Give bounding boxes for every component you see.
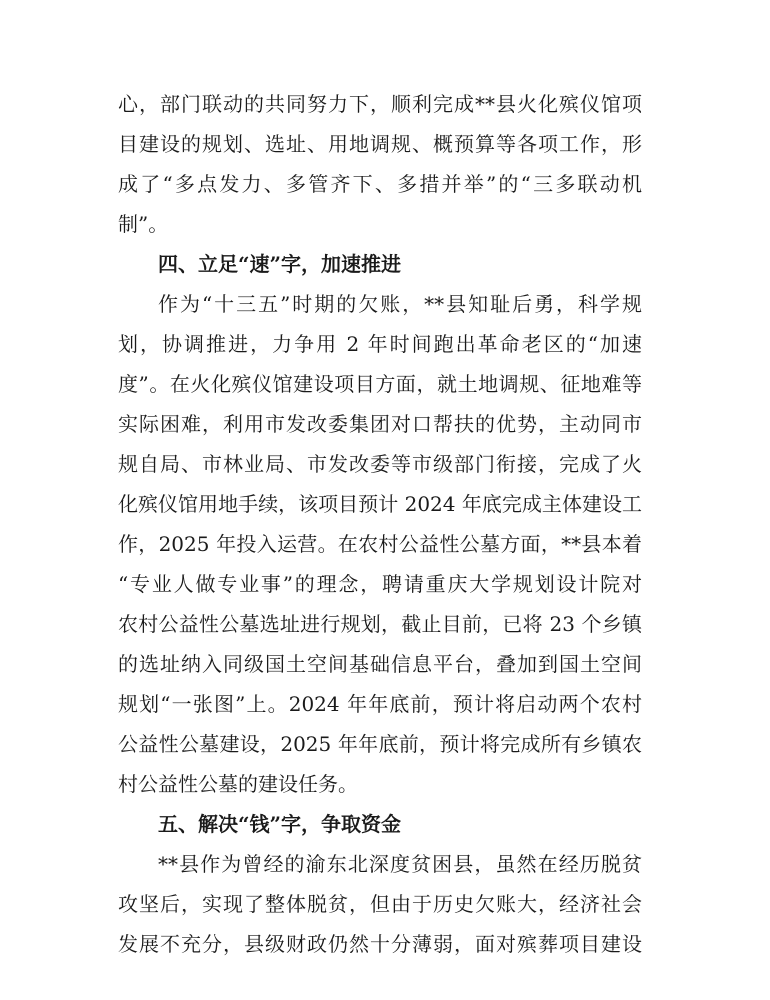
paragraph-line: 成了“多点发力、多管齐下、多措并举”的“三多联动机 [118, 172, 642, 196]
paragraph-line: 规划“一张图”上。2024 年年底前，预计将启动两个农村 [118, 692, 642, 716]
paragraph-line: 攻坚后，实现了整体脱贫，但由于历史欠账大，经济社会 [118, 892, 642, 916]
paragraph-line: **县作为曾经的渝东北深度贫困县，虽然在经历脱贫 [158, 852, 642, 876]
paragraph-line: 划，协调推进，力争用 2 年时间跑出革命老区的“加速 [118, 332, 642, 356]
paragraph-line: 度”。在火化殡仪馆建设项目方面，就土地调规、征地难等 [118, 372, 642, 396]
paragraph-line: 农村公益性公墓选址进行规划，截止目前，已将 23 个乡镇 [118, 612, 642, 636]
paragraph-line: 公益性公墓建设，2025 年年底前，预计将完成所有乡镇农 [118, 732, 642, 756]
paragraph-line: 的选址纳入同级国土空间基础信息平台，叠加到国土空间 [118, 652, 642, 676]
paragraph-line: 心，部门联动的共同努力下，顺利完成**县火化殡仪馆项 [118, 92, 642, 116]
section-heading: 四、立足“速”字，加速推进 [158, 252, 402, 276]
section-heading: 五、解决“钱”字，争取资金 [158, 812, 402, 836]
paragraph-line: “专业人做专业事”的理念，聘请重庆大学规划设计院对 [118, 572, 642, 596]
paragraph-line: 村公益性公墓的建设任务。 [118, 772, 358, 796]
paragraph-line: 化殡仪馆用地手续，该项目预计 2024 年底完成主体建设工 [118, 492, 642, 516]
paragraph-line: 发展不充分，县级财政仍然十分薄弱，面对殡葬项目建设 [118, 932, 642, 956]
paragraph-line: 制”。 [118, 212, 169, 236]
paragraph-line: 目建设的规划、选址、用地调规、概预算等各项工作，形 [118, 132, 642, 156]
paragraph-line: 作为“十三五”时期的欠账，**县知耻后勇，科学规 [158, 292, 642, 316]
paragraph-line: 实际困难，利用市发改委集团对口帮扶的优势，主动同市 [118, 412, 642, 436]
paragraph-line: 规自局、市林业局、市发改委等市级部门衔接，完成了火 [118, 452, 642, 476]
paragraph-line: 作，2025 年投入运营。在农村公益性公墓方面，**县本着 [118, 532, 642, 556]
